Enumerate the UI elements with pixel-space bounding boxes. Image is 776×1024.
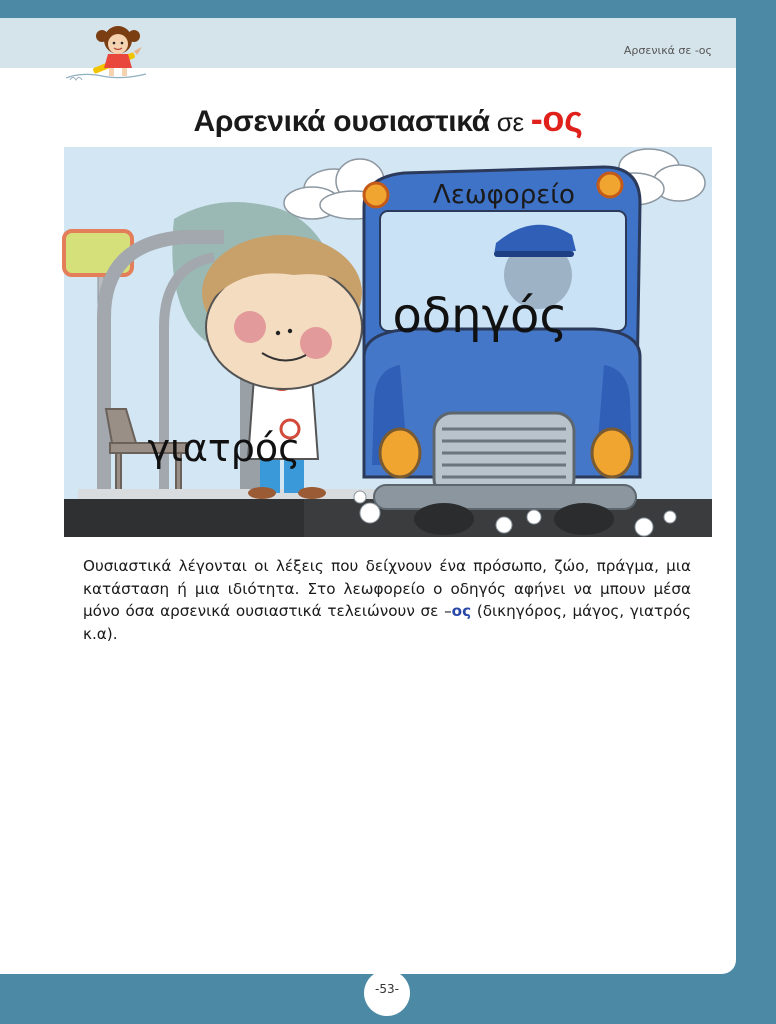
page-title [0,98,776,140]
book-page [0,18,736,996]
body-text-after: (δικηγόρος, μάγος, γιατρός κ.α). [83,602,691,643]
bus-sign-text: Λεωφορείο [433,180,575,210]
title-part-main: Αρσενικά ουσιαστικά [193,105,490,138]
page-number: -53- [375,982,399,996]
title-part-ending: -ος [530,98,583,139]
body-text-before: Ουσιαστικά λέγονται οι λέξεις που δείχνουν ένα πρόσωπο, ζώο, πράγμα, μια κατάσταση ή μια ιδιότητα. Στο λεωφορείο ο οδηγός αφήνει να μπουν μέσα μόνο όσα αρσενικά ουσιαστικά τελειώνουν σε – [83,557,691,620]
title-part-connector: σε [489,107,531,137]
running-head: Αρσενικά σε -ος [623,44,712,57]
doctor-word: γιατρός [147,426,301,470]
page-number-badge [364,970,410,1016]
girl-with-pencil-icon [62,22,150,84]
driver-word: οδηγός [392,288,568,344]
bus-stop-illustration [64,147,712,537]
body-paragraph [83,555,691,645]
ending-highlight: ος [451,602,472,620]
